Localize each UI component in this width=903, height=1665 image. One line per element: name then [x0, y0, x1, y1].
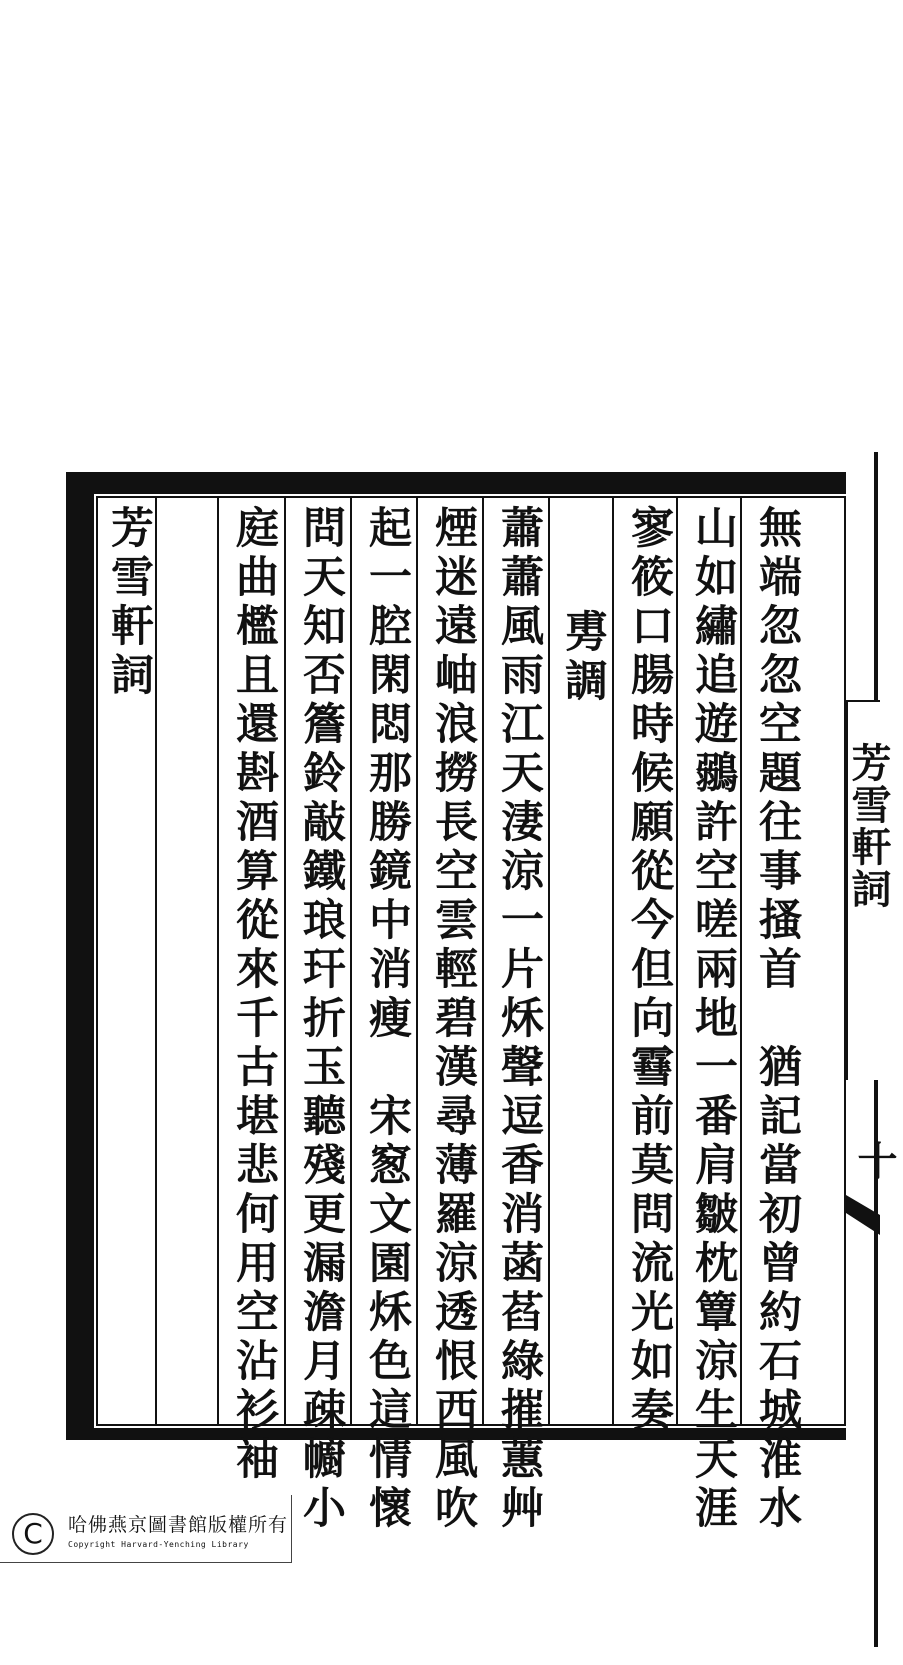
banxin-title: 芳雪軒詞: [845, 742, 892, 910]
column-rule: [416, 496, 418, 1426]
text-column-8: 問天知否簷鈴敲鐵琅玕折玉聽殘更漏澹月疎幮小: [296, 505, 346, 1534]
poem-title-column: 旉調: [558, 560, 608, 707]
text-column-1: 無端忽忽空題往事搔首 猶記當初曾約石城淮水: [752, 505, 802, 1534]
text-column-3: 寥筱口腸時候願從今但向䨮前莫問流光如奏: [624, 505, 674, 1436]
copyright-text-english: Copyright Harvard-Yenching Library: [68, 1540, 249, 1549]
column-rule: [548, 496, 550, 1426]
column-rule: [217, 496, 219, 1426]
text-column-6: 煙迷遠岫浪撈長空雲輕碧漢尋薄羅涼透恨西風吹: [428, 505, 478, 1534]
banxin-center-strip: [845, 700, 892, 1080]
text-column-9: 庭曲檻且還斟酒算從來千古堪悲何用空沾衫袖: [229, 505, 279, 1485]
column-rule: [155, 496, 157, 1426]
copyright-icon: C: [12, 1513, 54, 1555]
column-rule: [350, 496, 352, 1426]
text-column-7: 起一腔閑悶那勝鏡中消瘦 宋䆫文園秌色這情懷: [362, 505, 412, 1534]
copyright-text-chinese: 哈佛燕京圖書館版權所有: [68, 1514, 289, 1536]
text-column-2: 山如繡追遊鶸許空嗟兩地一番肩皺枕簟涼生天涯: [688, 505, 738, 1534]
column-rule: [612, 496, 614, 1426]
column-rule: [676, 496, 678, 1426]
column-rule: [740, 496, 742, 1426]
work-title-column: 芳雪軒詞: [104, 505, 154, 701]
column-rule: [284, 496, 286, 1426]
banxin-page-number: 十: [851, 1140, 898, 1180]
fish-tail-icon: [846, 1195, 880, 1235]
column-rule: [482, 496, 484, 1426]
text-column-5: 蕭蕭風雨江天淒涼一片秌聲逗香消菡萏綠摧蕙艸: [494, 505, 544, 1534]
